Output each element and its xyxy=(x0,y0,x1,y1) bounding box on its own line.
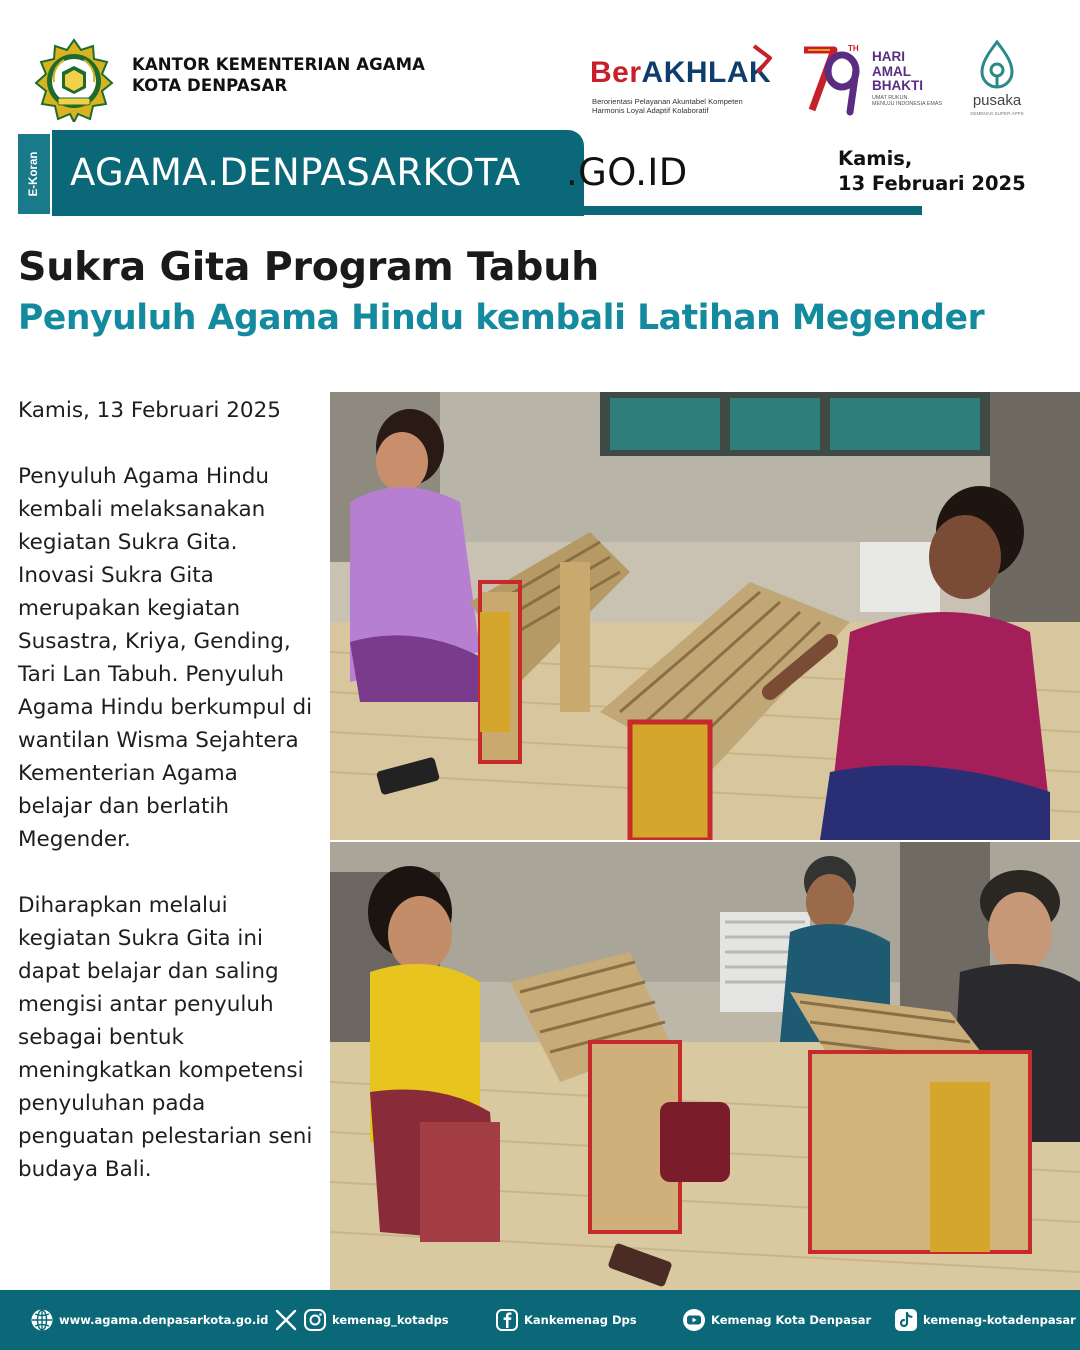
site-domain-suffix: .GO.ID xyxy=(566,151,688,194)
pusaka-wordmark: pusaka xyxy=(972,92,1022,109)
footer-website[interactable] xyxy=(30,1290,268,1350)
hari-amal-bhakti-logo xyxy=(800,42,950,118)
pusaka-logo xyxy=(962,40,1032,120)
tiktok-icon xyxy=(894,1308,918,1332)
hab-title: HARI AMAL BHAKTI xyxy=(872,49,923,93)
site-underline xyxy=(584,206,922,215)
footer-tiktok-label: kemenag-kotadenpasar xyxy=(923,1313,1076,1327)
article-paragraph-1: Penyuluh Agama Hindu kembali melaksanakan kegiatan Sukra Gita. Inovasi Sukra Gita merupakan kegiatan Susastra, Kriya, Gending, Tari Lan Tabuh. Penyuluh Agama Hindu berkumpul di wantilan Wisma Sejahtera Kementerian Agama belajar dan berlatih Megender. xyxy=(18,464,313,852)
office-title-line2: KOTA DENPASAR xyxy=(132,76,288,95)
e-koran-label: E-Koran xyxy=(28,151,40,197)
article-body xyxy=(18,394,318,1219)
e-koran-tab xyxy=(18,134,50,214)
berakhlak-word-red: Ber xyxy=(590,56,642,89)
photo-gender-practice-2 xyxy=(330,842,1080,1290)
berakhlak-logo xyxy=(588,44,788,114)
site-name: AGAMA.DENPASARKOTA xyxy=(70,151,521,194)
photo-gender-practice-1 xyxy=(330,392,1080,840)
footer-facebook[interactable] xyxy=(495,1290,637,1350)
header-date-day: Kamis, xyxy=(838,147,913,170)
footer-tiktok[interactable] xyxy=(894,1290,1076,1350)
berakhlak-tagline: Berorientasi Pelayanan Akuntabel Kompeten Harmonis Loyal Adaptif Kolaboratif xyxy=(592,97,743,115)
footer-youtube-label: Kemenag Kota Denpasar xyxy=(711,1313,872,1327)
article-date: Kamis, 13 Februari 2025 xyxy=(18,398,281,423)
berakhlak-wordmark xyxy=(590,56,771,90)
pusaka-tagline: KEMENAG SUPER APPS xyxy=(970,111,1024,116)
page-header xyxy=(0,0,1080,130)
office-title-line1: KANTOR KEMENTERIAN AGAMA xyxy=(132,55,426,74)
article-paragraph-2: Diharapkan melalui kegiatan Sukra Gita ini dapat belajar dan saling mengisi antar penyuluh sebagai bentuk meningkatkan kompetensi penyuluhan pada penguatan pelestarian seni budaya Bali. xyxy=(18,893,313,1182)
youtube-icon xyxy=(682,1308,706,1332)
instagram-icon xyxy=(303,1308,327,1332)
footer-bar xyxy=(0,1290,1080,1350)
footer-x-instagram-label: kemenag_kotadps xyxy=(332,1313,449,1327)
x-icon xyxy=(274,1308,298,1332)
footer-facebook-label: Kankemenag Dps xyxy=(524,1313,637,1327)
berakhlak-arrow-icon xyxy=(750,44,776,74)
header-date-full: 13 Februari 2025 xyxy=(838,172,1026,195)
hab-79-icon xyxy=(800,42,862,118)
pusaka-drop-icon xyxy=(980,40,1014,90)
article-subtitle: Penyuluh Agama Hindu kembali Latihan Megender xyxy=(18,298,985,338)
footer-website-label: www.agama.denpasarkota.go.id xyxy=(59,1313,269,1327)
kemenag-logo xyxy=(32,38,116,122)
footer-x-instagram[interactable] xyxy=(274,1290,449,1350)
globe-icon xyxy=(30,1308,54,1332)
hab-superscript: TH xyxy=(848,44,859,53)
hab-tagline: UMAT RUKUN MENUJU INDONESIA EMAS xyxy=(872,95,943,108)
article-title: Sukra Gita Program Tabuh xyxy=(18,244,600,290)
office-title xyxy=(132,54,425,96)
facebook-icon xyxy=(495,1308,519,1332)
footer-youtube[interactable] xyxy=(682,1290,871,1350)
berakhlak-word-blue: AKHLAK xyxy=(641,56,772,89)
header-date xyxy=(838,146,1026,196)
